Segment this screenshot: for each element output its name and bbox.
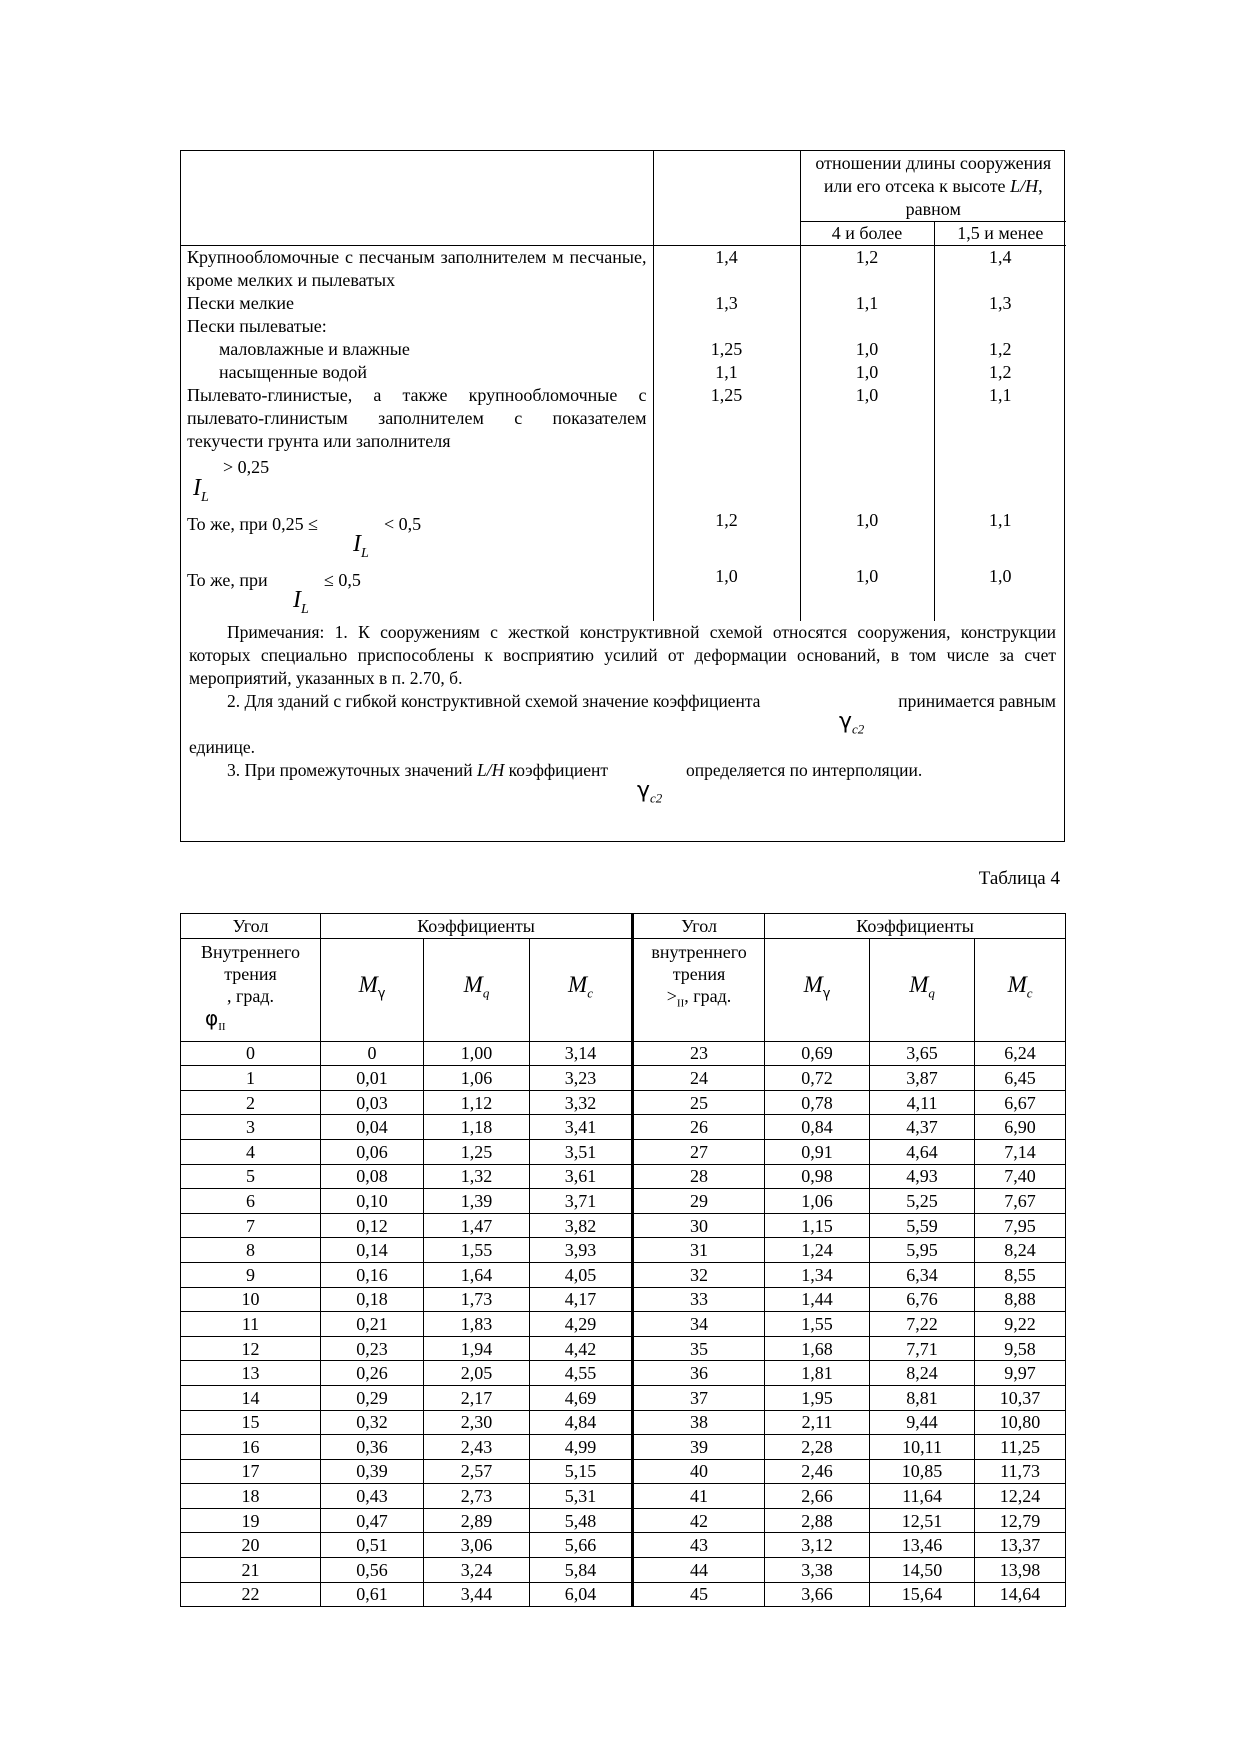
table-cell: 0,01 — [321, 1066, 424, 1091]
gamma-c2-symbol: $\gamma_{c2}$ — [637, 778, 663, 806]
table-row — [181, 1189, 1066, 1214]
table-row — [181, 1336, 1066, 1361]
table-cell: 2,88 — [765, 1508, 870, 1533]
table-cell: 4,11 — [870, 1090, 975, 1115]
table-cell: 0,23 — [321, 1336, 424, 1361]
table-row: То же, при 0,25 ≤ < 0,5 $I_L$ 1,2 1,0 1,1 — [181, 509, 1066, 565]
table-cell: 7,67 — [975, 1189, 1066, 1214]
table-cell: 9,22 — [975, 1312, 1066, 1337]
table-cell: 1,95 — [765, 1385, 870, 1410]
table-cell: 10 — [181, 1287, 321, 1312]
table-cell: 25 — [633, 1090, 765, 1115]
table-cell: 5,15 — [530, 1459, 633, 1484]
table-cell: 0,06 — [321, 1139, 424, 1164]
table-cell: 0 — [321, 1041, 424, 1066]
table-row — [181, 1262, 1066, 1287]
table-cell: 41 — [633, 1484, 765, 1509]
table-row: насыщенные водой 1,1 1,0 1,2 — [181, 361, 1066, 384]
table-cell: 4 — [181, 1139, 321, 1164]
table-cell: 14 — [181, 1385, 321, 1410]
table-cell: 19 — [181, 1508, 321, 1533]
table-cell: 1,32 — [424, 1164, 530, 1189]
note-3: 3. При промежуточных значений L/H коэффициент определяется по интерполяции. $\gamma_{c2}$ — [189, 759, 1056, 805]
table-cell: 6,90 — [975, 1115, 1066, 1140]
table-cell: 2,43 — [424, 1435, 530, 1460]
table-cell: 4,99 — [530, 1435, 633, 1460]
table-cell: 1,83 — [424, 1312, 530, 1337]
table-cell: 0,32 — [321, 1410, 424, 1435]
gamma-c2-symbol: $\gamma_{c2}$ — [839, 709, 865, 737]
table-row — [181, 1312, 1066, 1337]
table-cell: 1,34 — [765, 1262, 870, 1287]
m-gamma-header: $M_\gamma$ — [321, 938, 424, 1041]
table-cell: 1,47 — [424, 1213, 530, 1238]
table-cell: 34 — [633, 1312, 765, 1337]
table-cell: 42 — [633, 1508, 765, 1533]
header-row-symbols — [181, 938, 1066, 1041]
table-row — [181, 1533, 1066, 1558]
table-cell: 8,55 — [975, 1262, 1066, 1287]
col-header-angle-left: Угол — [181, 914, 321, 939]
table-row — [181, 1115, 1066, 1140]
table-row — [181, 1139, 1066, 1164]
table-cell: 15,64 — [870, 1582, 975, 1607]
col-header-coefficients-right: Коэффициенты — [765, 914, 1066, 939]
bearing-capacity-coefficients-table — [180, 913, 1066, 1607]
table-cell: 0,47 — [321, 1508, 424, 1533]
table-cell: 7,40 — [975, 1164, 1066, 1189]
table-cell: 7,95 — [975, 1213, 1066, 1238]
table-cell: 27 — [633, 1139, 765, 1164]
table-cell: 5,84 — [530, 1558, 633, 1583]
table-cell: 9 — [181, 1262, 321, 1287]
table-cell: 31 — [633, 1238, 765, 1263]
m-c-header: $M_c$ — [530, 938, 633, 1041]
m-q-header: $M_q$ — [424, 938, 530, 1041]
table-cell: 3,06 — [424, 1533, 530, 1558]
table-cell: 2,57 — [424, 1459, 530, 1484]
table-cell: 6,04 — [530, 1582, 633, 1607]
table-cell: 3,38 — [765, 1558, 870, 1583]
m-gamma-header: $M_\gamma$ — [765, 938, 870, 1041]
table-cell: 11,64 — [870, 1484, 975, 1509]
m-c-header: $M_c$ — [975, 938, 1066, 1041]
table-cell: 14,64 — [975, 1582, 1066, 1607]
table-cell: 6,76 — [870, 1287, 975, 1312]
table-cell: 1,94 — [424, 1336, 530, 1361]
table-cell: 1,06 — [765, 1189, 870, 1214]
table-cell: 0,12 — [321, 1213, 424, 1238]
table-cell: 24 — [633, 1066, 765, 1091]
table-cell: 6,67 — [975, 1090, 1066, 1115]
table-cell: 0 — [181, 1041, 321, 1066]
table-cell: 32 — [633, 1262, 765, 1287]
table-cell: 43 — [633, 1533, 765, 1558]
table-cell: 0,78 — [765, 1090, 870, 1115]
table-cell: 2,66 — [765, 1484, 870, 1509]
table-row — [181, 1558, 1066, 1583]
table-cell: 39 — [633, 1435, 765, 1460]
soil-coefficient-table — [180, 150, 1065, 842]
table-cell: 10,85 — [870, 1459, 975, 1484]
table-cell: 1 — [181, 1066, 321, 1091]
table-cell: 1,25 — [424, 1139, 530, 1164]
table-cell: 26 — [633, 1115, 765, 1140]
table-caption: Таблица 4 — [978, 868, 1060, 889]
table-cell: 5 — [181, 1164, 321, 1189]
table-cell: 45 — [633, 1582, 765, 1607]
note-1: Примечания: 1. К сооружениям с жесткой конструктивной схемой относятся сооружения, конструкции которых специально приспособлены к восприятию усилий от деформации оснований, в том числе за счет мероприятий, указанных в п. 2.70, б. — [189, 622, 1056, 688]
table-row — [181, 1484, 1066, 1509]
table-cell: 13,98 — [975, 1558, 1066, 1583]
table-row — [181, 1287, 1066, 1312]
table-cell: 17 — [181, 1459, 321, 1484]
table-row — [181, 1435, 1066, 1460]
col-header-coefficients-left: Коэффициенты — [321, 914, 633, 939]
table-cell: 8 — [181, 1238, 321, 1263]
table-row-formula: > 0,25 $I_L$ — [181, 453, 1066, 509]
table-cell: 0,26 — [321, 1361, 424, 1386]
table-notes — [181, 621, 1064, 805]
note-2-end: единице. — [189, 737, 256, 757]
table-cell: 1,64 — [424, 1262, 530, 1287]
table-cell: 1,81 — [765, 1361, 870, 1386]
table-cell: 3,41 — [530, 1115, 633, 1140]
table-cell: 3,66 — [765, 1582, 870, 1607]
table-cell: 1,68 — [765, 1336, 870, 1361]
table-cell: 7,14 — [975, 1139, 1066, 1164]
header-row-ratio — [181, 151, 1066, 222]
table-cell: 0,08 — [321, 1164, 424, 1189]
table-cell: 7 — [181, 1213, 321, 1238]
m-q-header: $M_q$ — [870, 938, 975, 1041]
table-cell: 1,18 — [424, 1115, 530, 1140]
table-cell: 7,22 — [870, 1312, 975, 1337]
table-cell: 36 — [633, 1361, 765, 1386]
table-cell: 13 — [181, 1361, 321, 1386]
table-cell: 11,73 — [975, 1459, 1066, 1484]
table-cell: 11,25 — [975, 1435, 1066, 1460]
table-row: маловлажные и влажные 1,25 1,0 1,2 — [181, 338, 1066, 361]
table-cell: 3,32 — [530, 1090, 633, 1115]
table-cell: 0,39 — [321, 1459, 424, 1484]
table-cell: 22 — [181, 1582, 321, 1607]
table-cell: 44 — [633, 1558, 765, 1583]
table-cell: 0,18 — [321, 1287, 424, 1312]
table-cell: 6,45 — [975, 1066, 1066, 1091]
table-cell: 3,12 — [765, 1533, 870, 1558]
table-cell: 4,37 — [870, 1115, 975, 1140]
table-cell: 6 — [181, 1189, 321, 1214]
table-cell: 3,61 — [530, 1164, 633, 1189]
table-row: Крупнообломочные с песчаным заполнителем м песчаные, кроме мелких и пылеватых 1,4 1,2 1,4 — [181, 246, 1066, 293]
table-cell: 3,44 — [424, 1582, 530, 1607]
table-cell: 10,11 — [870, 1435, 975, 1460]
table-cell: 4,55 — [530, 1361, 633, 1386]
table-cell: 5,25 — [870, 1189, 975, 1214]
table-cell: 13,37 — [975, 1533, 1066, 1558]
table-cell: 1,06 — [424, 1066, 530, 1091]
table-row — [181, 1041, 1066, 1066]
table-cell: 23 — [633, 1041, 765, 1066]
table-cell: 0,14 — [321, 1238, 424, 1263]
table-row — [181, 1410, 1066, 1435]
table-cell: 28 — [633, 1164, 765, 1189]
table-row — [181, 1582, 1066, 1607]
table-cell: 2,30 — [424, 1410, 530, 1435]
table-cell: 10,37 — [975, 1385, 1066, 1410]
table-row — [181, 1361, 1066, 1386]
ratio-header: отношении длины сооружения или его отсека к высоте L/H, равном — [800, 151, 1066, 222]
table-cell: 8,88 — [975, 1287, 1066, 1312]
table-cell: 8,81 — [870, 1385, 975, 1410]
table-cell: 0,51 — [321, 1533, 424, 1558]
table-cell: 2,89 — [424, 1508, 530, 1533]
table-row — [181, 1090, 1066, 1115]
table-cell: 3,24 — [424, 1558, 530, 1583]
note-2: 2. Для зданий с гибкой конструктивной схемой значение коэффициента принимается равным $\gamma_{c2}$ — [189, 690, 1056, 736]
table-cell: 1,12 — [424, 1090, 530, 1115]
table-cell: 1,15 — [765, 1213, 870, 1238]
table-cell: 0,21 — [321, 1312, 424, 1337]
table-cell: 0,91 — [765, 1139, 870, 1164]
table-cell: 12,24 — [975, 1484, 1066, 1509]
table-row — [181, 1459, 1066, 1484]
table-cell: 38 — [633, 1410, 765, 1435]
table-row: Пески мелкие 1,3 1,1 1,3 — [181, 292, 1066, 315]
table-cell: 4,93 — [870, 1164, 975, 1189]
table-cell: 9,44 — [870, 1410, 975, 1435]
table-cell: 10,80 — [975, 1410, 1066, 1435]
table-row — [181, 1238, 1066, 1263]
table-row — [181, 1385, 1066, 1410]
table-cell: 0,43 — [321, 1484, 424, 1509]
table-cell: 12,79 — [975, 1508, 1066, 1533]
table-cell: 21 — [181, 1558, 321, 1583]
table-cell: 6,34 — [870, 1262, 975, 1287]
table-cell: 13,46 — [870, 1533, 975, 1558]
table-cell: 16 — [181, 1435, 321, 1460]
table-cell: 18 — [181, 1484, 321, 1509]
table-cell: 1,55 — [424, 1238, 530, 1263]
friction-angle-header-left: Внутреннего трения , град. $\varphi_{II}$ — [181, 938, 321, 1041]
table-cell: 40 — [633, 1459, 765, 1484]
table-cell: 3,87 — [870, 1066, 975, 1091]
table-cell: 2 — [181, 1090, 321, 1115]
table-cell: 3,93 — [530, 1238, 633, 1263]
table-cell: 12,51 — [870, 1508, 975, 1533]
table-cell: 7,71 — [870, 1336, 975, 1361]
col-header-1-5-minus: 1,5 и менее — [934, 222, 1066, 246]
table-cell: 2,46 — [765, 1459, 870, 1484]
table-cell: 0,61 — [321, 1582, 424, 1607]
table-cell: 1,24 — [765, 1238, 870, 1263]
soil-coefficient-grid — [181, 151, 1066, 621]
table-cell: 0,84 — [765, 1115, 870, 1140]
table-cell: 12 — [181, 1336, 321, 1361]
table-cell: 3,71 — [530, 1189, 633, 1214]
table-row: Пески пылеватые: — [181, 315, 1066, 338]
table-cell: 9,58 — [975, 1336, 1066, 1361]
table-cell: 35 — [633, 1336, 765, 1361]
table-cell: 1,00 — [424, 1041, 530, 1066]
col-header-4-plus: 4 и более — [800, 222, 934, 246]
table-cell: 0,56 — [321, 1558, 424, 1583]
table-cell: 0,69 — [765, 1041, 870, 1066]
table-row: Пылевато-глинистые, а также крупнообломочные с пылевато-глинистым заполнителем с показателем текучести грунта или заполнителя 1,25 1,0 1,1 — [181, 384, 1066, 453]
friction-angle-header-right: внутреннего трения $>_{II}$, град. — [633, 938, 765, 1041]
table-cell: 37 — [633, 1385, 765, 1410]
table-cell: 5,31 — [530, 1484, 633, 1509]
table-cell: 0,29 — [321, 1385, 424, 1410]
table-cell: 11 — [181, 1312, 321, 1337]
table-cell: 5,48 — [530, 1508, 633, 1533]
table-cell: 5,95 — [870, 1238, 975, 1263]
table-cell: 0,10 — [321, 1189, 424, 1214]
table-cell: 2,73 — [424, 1484, 530, 1509]
table-row — [181, 1164, 1066, 1189]
table-cell: 2,05 — [424, 1361, 530, 1386]
table-cell: 0,16 — [321, 1262, 424, 1287]
phi-symbol: $\varphi_{II}$ — [205, 1006, 226, 1034]
table-cell: 1,73 — [424, 1287, 530, 1312]
table-cell: 3,14 — [530, 1041, 633, 1066]
table-cell: 30 — [633, 1213, 765, 1238]
table-cell: 29 — [633, 1189, 765, 1214]
header-row — [181, 914, 1066, 939]
table-cell: 4,17 — [530, 1287, 633, 1312]
table-cell: 1,44 — [765, 1287, 870, 1312]
table-cell: 4,69 — [530, 1385, 633, 1410]
table-cell: 4,64 — [870, 1139, 975, 1164]
table-cell: 0,03 — [321, 1090, 424, 1115]
table-cell: 4,05 — [530, 1262, 633, 1287]
table-cell: 0,04 — [321, 1115, 424, 1140]
table-cell: 14,50 — [870, 1558, 975, 1583]
table-row: То же, при ≤ 0,5 $I_L$ 1,0 1,0 1,0 — [181, 565, 1066, 621]
table-cell: 6,24 — [975, 1041, 1066, 1066]
table-cell: 1,39 — [424, 1189, 530, 1214]
table-cell: 15 — [181, 1410, 321, 1435]
table-cell: 4,84 — [530, 1410, 633, 1435]
table-cell: 2,17 — [424, 1385, 530, 1410]
table-cell: 20 — [181, 1533, 321, 1558]
table-cell: 3 — [181, 1115, 321, 1140]
table-row — [181, 1213, 1066, 1238]
table-cell: 3,23 — [530, 1066, 633, 1091]
table-cell: 5,59 — [870, 1213, 975, 1238]
table-cell: 8,24 — [975, 1238, 1066, 1263]
table-cell: 0,98 — [765, 1164, 870, 1189]
table-cell: 0,72 — [765, 1066, 870, 1091]
table-cell: 3,51 — [530, 1139, 633, 1164]
table-cell: 9,97 — [975, 1361, 1066, 1386]
table-cell: 3,82 — [530, 1213, 633, 1238]
table-cell: 4,29 — [530, 1312, 633, 1337]
table-cell: 8,24 — [870, 1361, 975, 1386]
table-cell: 3,65 — [870, 1041, 975, 1066]
table-row — [181, 1508, 1066, 1533]
table-cell: 5,66 — [530, 1533, 633, 1558]
table-cell: 0,36 — [321, 1435, 424, 1460]
table-cell: 33 — [633, 1287, 765, 1312]
table-cell: 4,42 — [530, 1336, 633, 1361]
table-cell: 2,28 — [765, 1435, 870, 1460]
table-cell: 2,11 — [765, 1410, 870, 1435]
table-row — [181, 1066, 1066, 1091]
col-header-angle-right: Угол — [633, 914, 765, 939]
table-cell: 1,55 — [765, 1312, 870, 1337]
